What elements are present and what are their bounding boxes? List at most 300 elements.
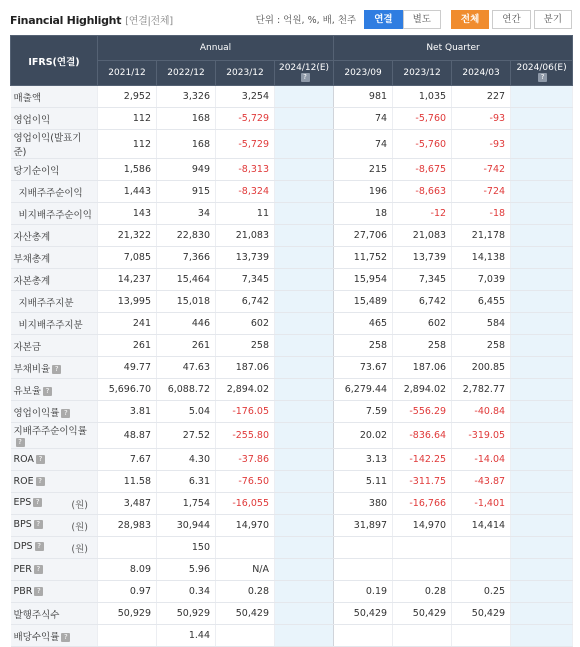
row-label	[11, 625, 98, 647]
table-cell	[452, 625, 511, 647]
table-cell: 11,752	[334, 247, 393, 269]
table-row	[11, 493, 573, 515]
question-mark-icon[interactable]: ?	[301, 73, 310, 82]
table-cell: -176.05	[216, 401, 275, 423]
table-row	[11, 625, 573, 647]
table-cell: 112	[98, 108, 157, 130]
table-cell	[511, 559, 573, 581]
table-cell: -37.86	[216, 449, 275, 471]
table-cell: 1,586	[98, 159, 157, 181]
table-cell: 6,455	[452, 291, 511, 313]
header-row-group	[11, 36, 573, 61]
table-cell: 227	[452, 86, 511, 108]
table-cell: 50,429	[334, 603, 393, 625]
table-cell	[334, 625, 393, 647]
row-label	[11, 181, 98, 203]
table-cell: 150	[157, 537, 216, 559]
table-cell: 1,754	[157, 493, 216, 515]
table-cell: 21,178	[452, 225, 511, 247]
table-cell: -724	[452, 181, 511, 203]
table-cell	[511, 335, 573, 357]
table-cell	[275, 603, 334, 625]
table-cell: 981	[334, 86, 393, 108]
table-cell	[275, 559, 334, 581]
table-cell: 0.97	[98, 581, 157, 603]
panel-title	[10, 12, 173, 27]
table-cell: 6,088.72	[157, 379, 216, 401]
table-row	[11, 86, 573, 108]
table-cell: 1.44	[157, 625, 216, 647]
table-cell: 7.67	[98, 449, 157, 471]
table-cell: -43.87	[452, 471, 511, 493]
table-cell: 168	[157, 130, 216, 159]
table-cell: 602	[393, 313, 452, 335]
table-cell: 112	[98, 130, 157, 159]
row-label-text: 지배주주순이익률	[13, 426, 87, 437]
table-cell: -319.05	[452, 423, 511, 449]
row-unit-label: (원)	[71, 543, 88, 555]
table-cell: 168	[157, 108, 216, 130]
question-mark-icon[interactable]: ?	[33, 498, 42, 507]
table-cell: 27.52	[157, 423, 216, 449]
table-cell: -16,766	[393, 493, 452, 515]
table-cell: 50,929	[157, 603, 216, 625]
table-cell	[511, 130, 573, 159]
table-cell: -40.84	[452, 401, 511, 423]
row-label	[11, 471, 98, 493]
column-header: 2024/12(E)?	[275, 61, 334, 86]
title-subtitle: [연결|전체]	[125, 15, 173, 27]
row-label	[11, 159, 98, 181]
table-cell: -76.50	[216, 471, 275, 493]
financial-table	[10, 35, 573, 647]
annual-group-header: Annual	[98, 36, 334, 61]
table-cell: 0.19	[334, 581, 393, 603]
table-cell	[511, 379, 573, 401]
table-cell: -1,401	[452, 493, 511, 515]
table-cell: 187.06	[393, 357, 452, 379]
table-row	[11, 379, 573, 401]
table-row	[11, 537, 573, 559]
table-row	[11, 559, 573, 581]
row-label	[11, 515, 98, 537]
table-cell: 3,254	[216, 86, 275, 108]
row-label-text: ROA	[13, 454, 34, 465]
row-label	[11, 603, 98, 625]
table-cell: 200.85	[452, 357, 511, 379]
table-cell	[275, 537, 334, 559]
quarter-group-header: Net Quarter	[334, 36, 573, 61]
table-cell: -12	[393, 203, 452, 225]
table-cell	[511, 291, 573, 313]
table-cell: 196	[334, 181, 393, 203]
question-mark-icon[interactable]: ?	[35, 542, 44, 551]
table-cell: 13,995	[98, 291, 157, 313]
table-cell: 7,345	[216, 269, 275, 291]
question-mark-icon[interactable]: ?	[34, 565, 43, 574]
table-cell: 49.77	[98, 357, 157, 379]
row-label	[11, 493, 98, 515]
table-cell: 0.34	[157, 581, 216, 603]
row-unit-label: (원)	[71, 499, 88, 511]
table-cell	[275, 291, 334, 313]
table-cell: 20.02	[334, 423, 393, 449]
table-cell: 11	[216, 203, 275, 225]
table-cell	[511, 108, 573, 130]
row-label-text: ROE	[13, 476, 34, 487]
row-label-text: 유보율	[13, 385, 42, 397]
table-cell: 34	[157, 203, 216, 225]
period-annual-button[interactable]: 연간	[492, 10, 530, 29]
row-label	[11, 449, 98, 471]
table-cell	[511, 493, 573, 515]
question-mark-icon[interactable]: ?	[36, 455, 45, 464]
table-cell	[511, 603, 573, 625]
table-cell: 2,952	[98, 86, 157, 108]
table-cell	[98, 625, 157, 647]
table-cell	[334, 559, 393, 581]
table-row	[11, 247, 573, 269]
table-cell: -255.80	[216, 423, 275, 449]
table-cell	[98, 537, 157, 559]
row-label-text: 지배주주지분	[18, 297, 74, 309]
table-cell: 15,954	[334, 269, 393, 291]
separate-button[interactable]: 별도	[403, 10, 441, 29]
table-cell	[275, 335, 334, 357]
table-cell	[393, 537, 452, 559]
table-body	[11, 86, 573, 647]
table-cell: -8,324	[216, 181, 275, 203]
table-cell: 74	[334, 108, 393, 130]
row-label-text: 영업이익	[13, 114, 51, 126]
table-row	[11, 159, 573, 181]
column-header: 2023/12	[216, 61, 275, 86]
table-cell	[275, 225, 334, 247]
table-cell: 1,035	[393, 86, 452, 108]
row-label-text: 비지배주주지분	[18, 319, 83, 331]
table-cell: -93	[452, 130, 511, 159]
table-cell	[511, 515, 573, 537]
row-label-text: 부채총계	[13, 253, 51, 265]
row-label-text: 발행주식수	[13, 609, 60, 621]
table-cell	[511, 423, 573, 449]
table-cell	[452, 537, 511, 559]
table-cell	[511, 269, 573, 291]
table-cell: -556.29	[393, 401, 452, 423]
column-header: 2023/12	[393, 61, 452, 86]
header-controls	[256, 10, 572, 29]
table-cell	[511, 203, 573, 225]
table-row	[11, 357, 573, 379]
row-label	[11, 247, 98, 269]
table-cell: 22,830	[157, 225, 216, 247]
table-cell	[216, 625, 275, 647]
table-cell: 187.06	[216, 357, 275, 379]
table-cell	[511, 159, 573, 181]
table-cell: -742	[452, 159, 511, 181]
table-cell	[511, 537, 573, 559]
question-mark-icon[interactable]: ?	[16, 438, 25, 447]
table-cell: 6.31	[157, 471, 216, 493]
table-cell: -5,760	[393, 130, 452, 159]
table-cell: -5,760	[393, 108, 452, 130]
row-label-text: PER	[13, 564, 32, 575]
table-cell	[275, 130, 334, 159]
table-row	[11, 181, 573, 203]
table-cell	[275, 181, 334, 203]
table-cell	[511, 471, 573, 493]
table-cell: -8,675	[393, 159, 452, 181]
question-mark-icon[interactable]: ?	[52, 365, 61, 374]
question-mark-icon[interactable]: ?	[61, 409, 70, 418]
table-cell	[275, 493, 334, 515]
table-row	[11, 203, 573, 225]
question-mark-icon[interactable]: ?	[36, 477, 45, 486]
table-cell: 0.28	[216, 581, 275, 603]
table-cell: 915	[157, 181, 216, 203]
row-label	[11, 335, 98, 357]
table-row	[11, 291, 573, 313]
table-cell: 7,085	[98, 247, 157, 269]
unit-text: 단위 : 억원, %, 배, 천주	[255, 15, 357, 26]
row-label	[11, 225, 98, 247]
table-cell: 14,138	[452, 247, 511, 269]
row-label	[11, 313, 98, 335]
table-cell	[275, 313, 334, 335]
table-cell	[334, 537, 393, 559]
table-cell	[511, 401, 573, 423]
table-row	[11, 225, 573, 247]
row-label	[11, 423, 98, 449]
table-cell: 14,414	[452, 515, 511, 537]
table-cell: 5,696.70	[98, 379, 157, 401]
table-cell: 13,739	[393, 247, 452, 269]
table-cell: 15,018	[157, 291, 216, 313]
table-cell: 28,983	[98, 515, 157, 537]
table-cell: 446	[157, 313, 216, 335]
panel-header	[10, 6, 572, 32]
table-cell	[275, 108, 334, 130]
row-label	[11, 86, 98, 108]
table-cell	[511, 313, 573, 335]
table-cell: 0.25	[452, 581, 511, 603]
table-cell: 6,742	[393, 291, 452, 313]
table-cell	[511, 449, 573, 471]
column-header: 2022/12	[157, 61, 216, 86]
table-row	[11, 108, 573, 130]
table-cell: 7,039	[452, 269, 511, 291]
table-cell	[452, 559, 511, 581]
table-cell: 7,366	[157, 247, 216, 269]
table-row	[11, 449, 573, 471]
table-cell: 13,739	[216, 247, 275, 269]
table-cell: -5,729	[216, 108, 275, 130]
row-label-text: 영업이익(발표기준)	[13, 133, 82, 158]
table-row	[11, 269, 573, 291]
table-cell	[275, 625, 334, 647]
row-label-text: 영업이익률	[13, 407, 60, 419]
table-cell	[511, 181, 573, 203]
table-cell	[275, 581, 334, 603]
table-cell: 50,429	[393, 603, 452, 625]
table-cell: -93	[452, 108, 511, 130]
row-label	[11, 537, 98, 559]
table-row	[11, 313, 573, 335]
table-cell: 3.13	[334, 449, 393, 471]
table-cell	[216, 537, 275, 559]
table-cell	[275, 86, 334, 108]
table-cell	[275, 379, 334, 401]
table-cell: 949	[157, 159, 216, 181]
table-row	[11, 603, 573, 625]
row-label	[11, 357, 98, 379]
table-cell	[275, 515, 334, 537]
table-cell: -5,729	[216, 130, 275, 159]
table-cell: 465	[334, 313, 393, 335]
table-cell: 258	[393, 335, 452, 357]
table-cell: 8.09	[98, 559, 157, 581]
row-label-text: 지배주주순이익	[18, 187, 83, 199]
table-cell: -142.25	[393, 449, 452, 471]
table-cell: 2,894.02	[216, 379, 275, 401]
row-label-text: 비지배주주순이익	[18, 209, 92, 221]
consolidated-button[interactable]: 연결	[364, 10, 402, 29]
column-header: 2021/12	[98, 61, 157, 86]
row-label-text: PBR	[13, 586, 33, 597]
question-mark-icon[interactable]: ?	[538, 73, 547, 82]
column-header: 2024/03	[452, 61, 511, 86]
title-text: Financial Highlight	[10, 13, 122, 27]
table-cell: 50,429	[216, 603, 275, 625]
table-cell: 0.28	[393, 581, 452, 603]
table-row	[11, 581, 573, 603]
table-row	[11, 130, 573, 159]
table-row	[11, 471, 573, 493]
table-cell: 215	[334, 159, 393, 181]
table-cell: -836.64	[393, 423, 452, 449]
table-cell	[393, 625, 452, 647]
row-label-text: 자본총계	[13, 275, 51, 287]
question-mark-icon[interactable]: ?	[43, 387, 52, 396]
table-cell: 6,279.44	[334, 379, 393, 401]
question-mark-icon[interactable]: ?	[34, 520, 43, 529]
table-cell: 15,489	[334, 291, 393, 313]
row-label-text: BPS	[13, 518, 32, 530]
row-label	[11, 291, 98, 313]
table-cell: 47.63	[157, 357, 216, 379]
table-cell	[511, 581, 573, 603]
period-quarter-button[interactable]: 분기	[534, 10, 572, 29]
table-cell: 48.87	[98, 423, 157, 449]
table-cell: 50,929	[98, 603, 157, 625]
table-cell	[275, 269, 334, 291]
table-cell: 30,944	[157, 515, 216, 537]
table-cell: 5.96	[157, 559, 216, 581]
row-label	[11, 401, 98, 423]
table-cell	[275, 203, 334, 225]
table-cell: 4.30	[157, 449, 216, 471]
consolidation-toggle	[364, 10, 441, 29]
table-cell: 15,464	[157, 269, 216, 291]
table-cell: 143	[98, 203, 157, 225]
table-cell: 27,706	[334, 225, 393, 247]
table-cell: 18	[334, 203, 393, 225]
table-cell: 380	[334, 493, 393, 515]
table-cell: -8,663	[393, 181, 452, 203]
table-cell	[511, 86, 573, 108]
row-label-text: 당기순이익	[13, 165, 60, 177]
table-cell: 31,897	[334, 515, 393, 537]
row-label	[11, 581, 98, 603]
table-cell: 3,326	[157, 86, 216, 108]
table-cell	[275, 247, 334, 269]
period-all-button[interactable]: 전체	[451, 10, 489, 29]
table-cell: -18	[452, 203, 511, 225]
table-cell: -14.04	[452, 449, 511, 471]
table-cell	[275, 401, 334, 423]
table-cell	[511, 247, 573, 269]
table-cell	[275, 423, 334, 449]
table-cell	[275, 471, 334, 493]
table-cell: 2,894.02	[393, 379, 452, 401]
table-row	[11, 401, 573, 423]
table-cell	[511, 625, 573, 647]
row-label-text: 자산총계	[13, 231, 51, 243]
row-label	[11, 269, 98, 291]
table-cell	[275, 357, 334, 379]
row-label-text: 배당수익률	[13, 631, 60, 643]
table-cell: 3.81	[98, 401, 157, 423]
table-cell: 261	[98, 335, 157, 357]
row-label	[11, 203, 98, 225]
table-cell	[393, 559, 452, 581]
question-mark-icon[interactable]: ?	[61, 633, 70, 642]
row-label	[11, 559, 98, 581]
table-cell: 73.67	[334, 357, 393, 379]
table-cell: 258	[334, 335, 393, 357]
financial-highlight-panel	[10, 6, 572, 647]
table-cell: -16,055	[216, 493, 275, 515]
table-cell: 261	[157, 335, 216, 357]
table-cell: 7,345	[393, 269, 452, 291]
table-cell	[511, 225, 573, 247]
table-cell: 602	[216, 313, 275, 335]
row-unit-label: (원)	[71, 521, 88, 533]
table-cell: 14,237	[98, 269, 157, 291]
table-cell: 21,083	[216, 225, 275, 247]
period-toggle	[451, 10, 572, 29]
table-cell: 21,322	[98, 225, 157, 247]
table-cell	[511, 357, 573, 379]
table-cell: 14,970	[216, 515, 275, 537]
table-cell: N/A	[216, 559, 275, 581]
row-label	[11, 379, 98, 401]
column-header: 2024/06(E)?	[511, 61, 573, 86]
table-cell: 5.11	[334, 471, 393, 493]
table-cell: 11.58	[98, 471, 157, 493]
table-cell: 21,083	[393, 225, 452, 247]
table-cell: 5.04	[157, 401, 216, 423]
table-cell: 2,782.77	[452, 379, 511, 401]
table-cell: 584	[452, 313, 511, 335]
table-cell: 1,443	[98, 181, 157, 203]
question-mark-icon[interactable]: ?	[34, 587, 43, 596]
row-label-text: 부채비율	[13, 363, 51, 375]
row-label-text: EPS	[13, 496, 32, 508]
row-label-text: DPS	[13, 540, 33, 552]
row-label	[11, 108, 98, 130]
table-cell: 6,742	[216, 291, 275, 313]
